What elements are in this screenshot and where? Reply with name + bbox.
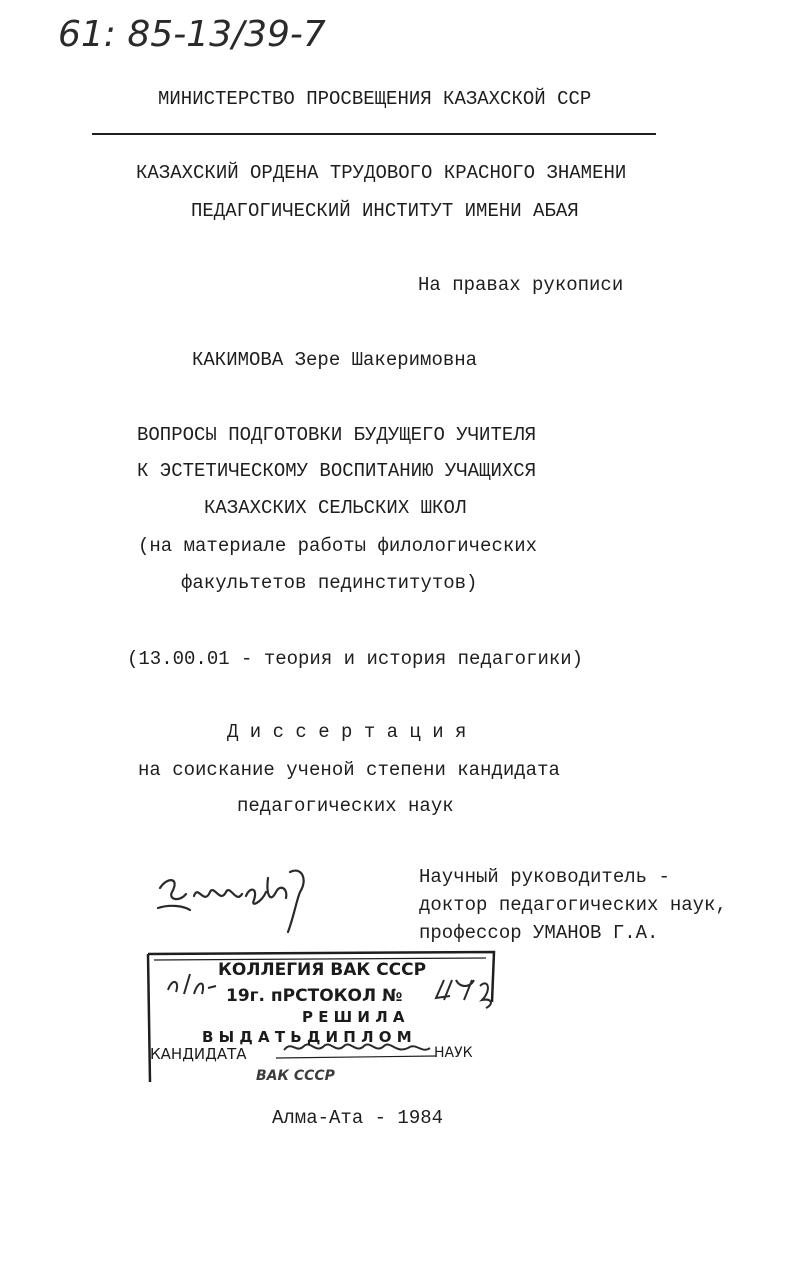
- stamp-year-prefix: 19: [226, 986, 250, 1006]
- specialty-code: (13.00.01 - теория и история педагогики): [127, 648, 584, 670]
- signature: [150, 858, 320, 938]
- title-line-3: КАЗАХСКИХ СЕЛЬСКИХ ШКОЛ: [204, 497, 467, 519]
- title-line-1: ВОПРОСЫ ПОДГОТОВКИ БУДУЩЕГО УЧИТЕЛЯ: [137, 424, 537, 446]
- supervisor-line-1: Научный руководитель -: [419, 866, 670, 888]
- stamp-line-2: [226, 986, 403, 1006]
- stamp-line-3: Р Е Ш И Л А: [302, 1008, 405, 1026]
- supervisor-line-3: профессор УМАНОВ Г.А.: [419, 922, 659, 944]
- stamp-line-6: ВАК СССР: [256, 1068, 335, 1084]
- ministry-heading: МИНИСТЕРСТВО ПРОСВЕЩЕНИЯ КАЗАХСКОЙ ССР: [158, 88, 592, 110]
- supervisor-line-2: доктор педагогических наук,: [419, 894, 727, 916]
- author-name: КАКИМОВА Зере Шакеримовна: [192, 349, 478, 371]
- title-line-2: К ЭСТЕТИЧЕСКОМУ ВОСПИТАНИЮ УЧАЩИХСЯ: [137, 460, 537, 482]
- stamp-line-5-prefix: КАНДИДАТА: [150, 1045, 247, 1063]
- dissertation-heading: Д и с с е р т а ц и я: [227, 721, 467, 743]
- stamp-line-4: В Ы Д А Т Ь Д И П Л О М: [202, 1028, 412, 1046]
- dissertation-line-2: педагогических наук: [237, 795, 454, 817]
- stamp-line-1: КОЛЛЕГИЯ ВАК СССР: [218, 960, 427, 980]
- header-divider: [92, 133, 656, 135]
- manuscript-note: На правах рукописи: [418, 274, 624, 296]
- title-line-4: (на материале работы филологических: [138, 535, 538, 557]
- dissertation-line-1: на соискание ученой степени кандидата: [138, 759, 560, 781]
- title-line-5: факультетов пединститутов): [181, 572, 478, 594]
- archive-code: 61: 85-13/39-7: [58, 14, 326, 55]
- vak-stamp: [146, 950, 496, 1100]
- footer-city-year: Алма-Ата - 1984: [272, 1107, 444, 1129]
- institute-line-2: ПЕДАГОГИЧЕСКИЙ ИНСТИТУТ ИМЕНИ АБАЯ: [191, 200, 579, 222]
- institute-line-1: КАЗАХСКИЙ ОРДЕНА ТРУДОВОГО КРАСНОГО ЗНАМЕНИ: [136, 162, 627, 184]
- stamp-line-5-suffix: НАУК: [434, 1045, 473, 1061]
- stamp-protocol-text: г. пРСТОКОЛ №: [249, 986, 403, 1006]
